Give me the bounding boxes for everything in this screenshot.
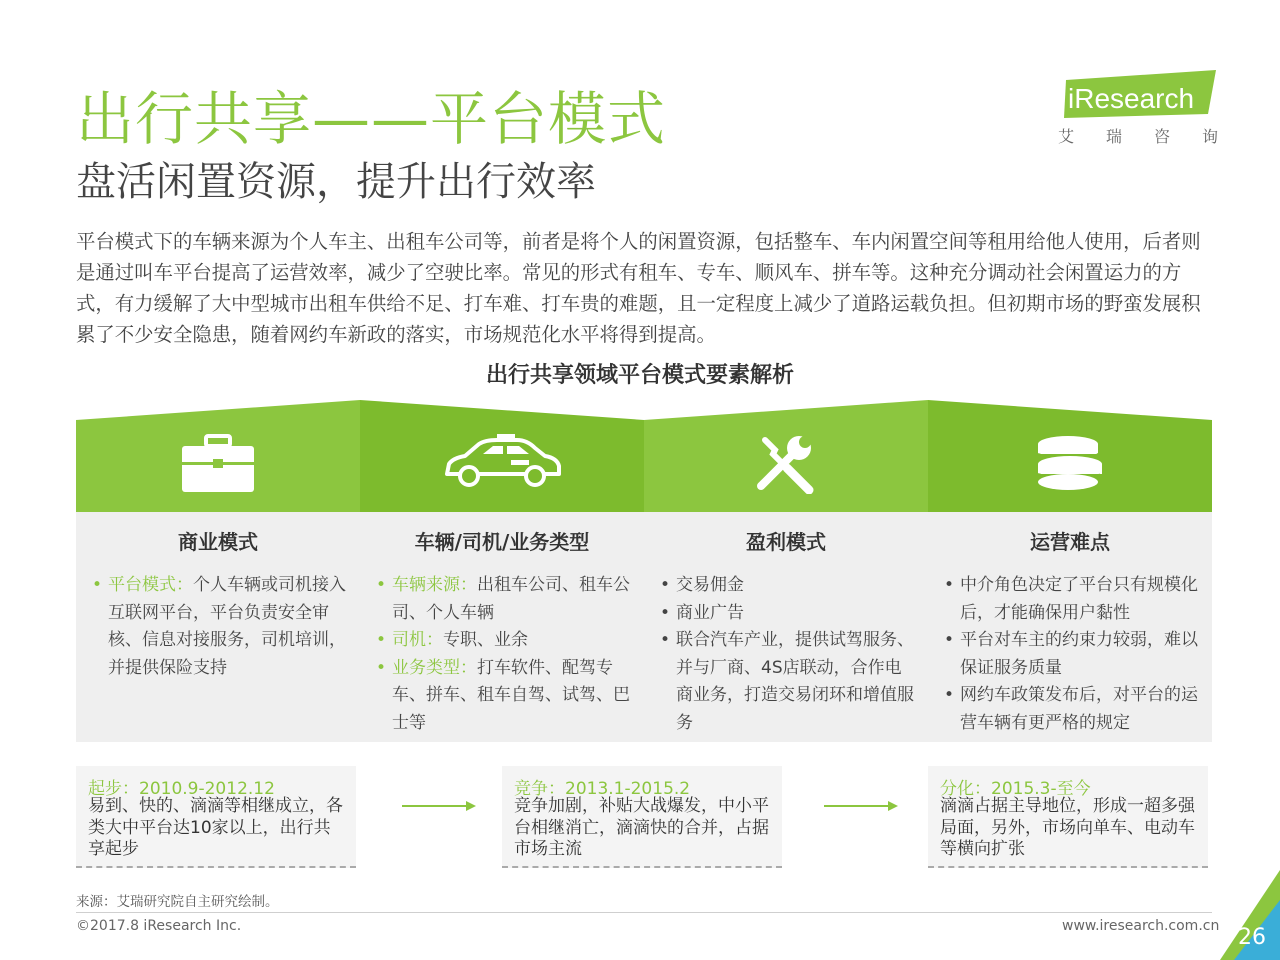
taxi-car-icon bbox=[441, 434, 563, 490]
item-text: 交易佣金 bbox=[676, 575, 744, 595]
column-list bbox=[92, 572, 350, 682]
column-heading: 盈利模式 bbox=[746, 530, 826, 554]
item-highlight: 业务类型： bbox=[392, 657, 477, 678]
page-title: 出行共享——平台模式 bbox=[76, 85, 667, 153]
item-text: 出租车公司、租车公司、个人车辆 bbox=[392, 575, 630, 623]
logo-cn-text bbox=[1058, 124, 1218, 147]
stage-text: 滴滴占据主导地位，形成一超多强局面，另外，市场向单车、电动车等横向扩张 bbox=[940, 796, 1195, 859]
stage-text: 易到、快的、滴滴等相继成立，各类大中平台达10家以上，出行共享起步 bbox=[88, 796, 343, 859]
page-number: 26 bbox=[1238, 925, 1266, 950]
page-subtitle: 盘活闲置资源，提升出行效率 bbox=[76, 159, 596, 205]
item-text: 商业广告 bbox=[676, 602, 744, 623]
footer-divider bbox=[76, 912, 1212, 913]
stage-competition bbox=[502, 766, 782, 868]
column-operation-difficulties bbox=[928, 398, 1212, 746]
stage-differentiation bbox=[928, 766, 1208, 868]
column-business-model bbox=[76, 398, 360, 746]
item-highlight: 平台模式： bbox=[108, 575, 193, 595]
logo-cn-char: 询 bbox=[1201, 127, 1218, 146]
logo-cn-char: 咨 bbox=[1153, 127, 1170, 146]
stage-title: 竞争：2013.1-2015.2 bbox=[514, 779, 691, 799]
list-item bbox=[660, 572, 918, 600]
list-item bbox=[376, 572, 634, 627]
briefcase-icon bbox=[180, 434, 256, 496]
stage-title: 分化：2015.3-至今 bbox=[940, 779, 1091, 799]
logo-cn-char: 艾 bbox=[1058, 127, 1075, 146]
list-item bbox=[660, 627, 918, 737]
item-text: 个人车辆或司机接入互联网平台，平台负责安全审核、信息对接服务，司机培训，并提供保险支持 bbox=[108, 575, 346, 678]
list-item bbox=[944, 572, 1202, 627]
copyright-text: ©2017.8 iResearch Inc. bbox=[76, 918, 242, 934]
column-list bbox=[376, 572, 634, 737]
stage-text: 竞争加剧，补贴大战爆发，中小平台相继消亡，滴滴快的合并，占据市场主流 bbox=[514, 796, 769, 859]
column-heading: 商业模式 bbox=[178, 530, 258, 554]
item-text: 专职、业余 bbox=[443, 630, 528, 650]
section-title: 出行共享领域平台模式要素解析 bbox=[485, 363, 794, 388]
item-text: 网约车政策发布后，对平台的运营车辆有更严格的规定 bbox=[960, 685, 1198, 733]
stage-startup bbox=[76, 766, 356, 868]
column-vehicle-driver-type bbox=[360, 398, 644, 746]
list-item bbox=[944, 627, 1202, 682]
column-list bbox=[660, 572, 918, 737]
item-text: 中介角色决定了平台只有规模化后，才能确保用户黏性 bbox=[960, 575, 1198, 623]
column-heading: 车辆/司机/业务类型 bbox=[414, 530, 590, 554]
item-highlight: 车辆来源： bbox=[392, 575, 477, 595]
stage-title: 起步：2010.9-2012.12 bbox=[88, 779, 275, 799]
arrow-right-icon bbox=[822, 798, 900, 814]
wrench-screwdriver-icon bbox=[753, 434, 819, 494]
list-item bbox=[92, 572, 350, 682]
list-item bbox=[376, 627, 634, 655]
list-item bbox=[660, 600, 918, 628]
item-text: 打车软件、配驾专车、拼车、租车自驾、试驾、巴士等 bbox=[392, 657, 630, 733]
logo-brand-text: iResearch bbox=[1068, 83, 1195, 114]
list-item bbox=[376, 655, 634, 738]
column-list bbox=[944, 572, 1202, 737]
arrow-right-icon bbox=[400, 798, 478, 814]
item-text: 平台对车主的约束力较弱，难以保证服务质量 bbox=[960, 630, 1198, 678]
website-link[interactable]: www.iresearch.com.cn bbox=[1062, 918, 1220, 934]
column-heading: 运营难点 bbox=[1030, 530, 1110, 554]
list-item bbox=[944, 682, 1202, 737]
coins-stack-icon bbox=[1032, 434, 1108, 494]
item-highlight: 司机： bbox=[392, 630, 443, 650]
source-note: 来源：艾瑞研究院自主研究绘制。 bbox=[76, 894, 279, 910]
item-text: 联合汽车产业，提供试驾服务、并与厂商、4S店联动，合作电商业务，打造交易闭环和增值服务 bbox=[676, 630, 914, 733]
intro-paragraph: 平台模式下的车辆来源为个人车主、出租车公司等，前者是将个人的闲置资源，包括整车、车内闲置空间等租用给他人使用，后者则是通过叫车平台提高了运营效率，减少了空驶比率。常见的形式有租车、专车、顺风车、拼车等。这种充分调动社会闲置运力的方式，有力缓解了大中型城市出租车供给不足、打车难、打车贵的难题，且一定程度上减少了道路运载负担。但初期市场的野蛮发展积累了不少安全隐患，随着网约车新政的落实，市场规范化水平将得到提高。 bbox=[76, 230, 1201, 346]
logo-cn-char: 瑞 bbox=[1105, 127, 1122, 146]
column-profit-model bbox=[644, 398, 928, 746]
